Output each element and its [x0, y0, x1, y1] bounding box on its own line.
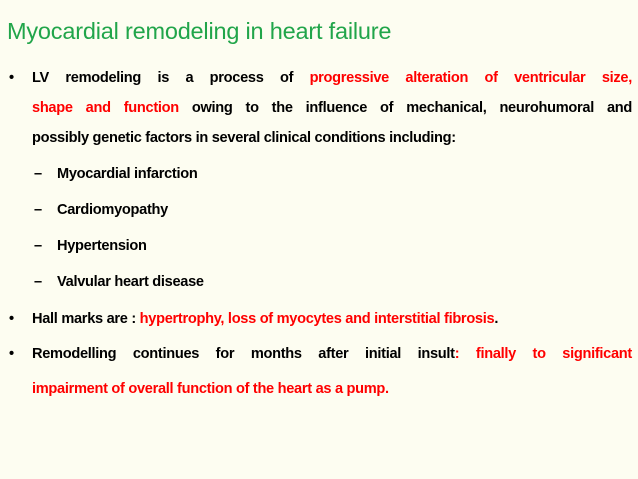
dash-marker: –: [34, 202, 42, 218]
bullet-3-line-1-text: Remodelling continues for months after initial insult: [32, 346, 455, 362]
bullet-1-line-2-text: owing to the influence of mechanical, neurohumoral and: [178, 100, 632, 116]
sub-item-label: Valvular heart disease: [57, 274, 204, 290]
bullet-dot: •: [9, 346, 14, 362]
sub-item-hypertension: [8, 228, 632, 264]
bullet-1-line-1-highlight: progressive alteration of ventricular size,: [309, 70, 632, 86]
bullet-1-line-2: [32, 93, 632, 123]
bullet-dot: •: [9, 311, 14, 327]
slide-content: [8, 63, 632, 407]
bullet-1-line-2-highlight: shape and function: [32, 100, 179, 116]
bullet-2-period: .: [494, 311, 499, 327]
sub-item-label: Hypertension: [57, 238, 147, 254]
bullet-1-line-1: [32, 63, 632, 93]
slide-title: Myocardial remodeling in heart failure: [7, 18, 392, 44]
dash-marker: –: [34, 166, 42, 182]
sub-item-label: Myocardial infarction: [57, 166, 198, 182]
bullet-1-line-3: possibly genetic factors in several clinical conditions including:: [32, 130, 456, 146]
bullet-2-line: [32, 301, 632, 337]
bullet-1-line-1-text: LV remodeling is a process of: [32, 70, 310, 86]
bullet-2-lead: Hall marks are :: [32, 311, 140, 327]
bullet-3-line-1: [32, 337, 632, 372]
bullet-3-line-2: impairment of overall function of the heart as a pump.: [32, 381, 389, 397]
sub-item-valvular-heart-disease: [8, 264, 632, 300]
sub-item-cardiomyopathy: [8, 192, 632, 228]
bullet-3-line-1-highlight: : finally to significant: [454, 346, 632, 362]
bullet-dot: •: [9, 70, 14, 86]
dash-marker: –: [34, 238, 42, 254]
sub-item-label: Cardiomyopathy: [57, 202, 168, 218]
sub-item-myocardial-infarction: [8, 156, 632, 192]
bullet-lv-remodeling: [8, 63, 632, 153]
bullet-2-highlight: hypertrophy, loss of myocytes and interstitial fibrosis: [139, 311, 495, 327]
bullet-remodelling-continues: [8, 337, 632, 407]
dash-marker: –: [34, 274, 42, 290]
bullet-hall-marks: [8, 301, 632, 337]
